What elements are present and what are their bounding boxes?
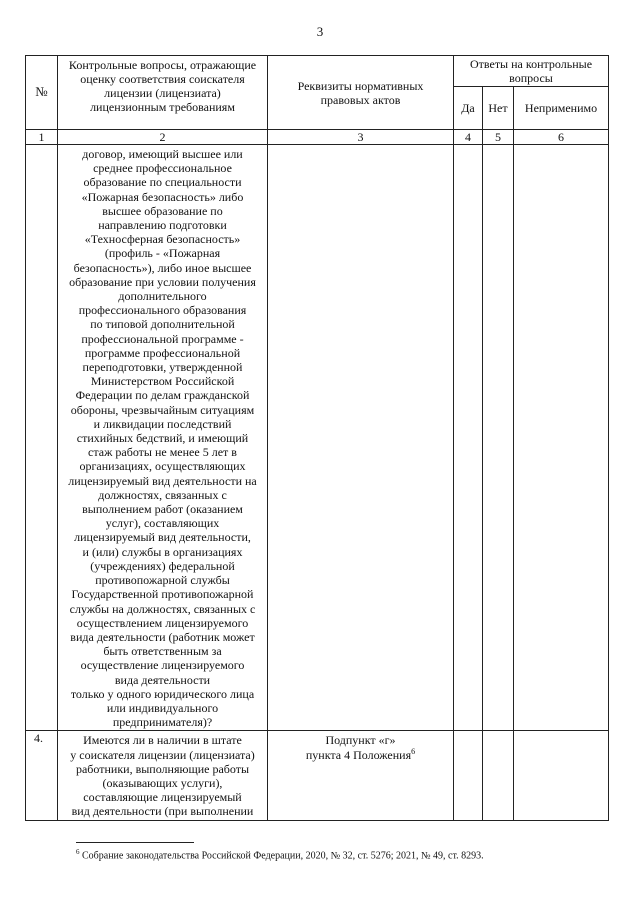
question-line: направлению подготовки [98, 218, 227, 233]
checklist-table [25, 55, 609, 821]
question-line: осуществление лицензируемого [80, 658, 245, 673]
question-line: должностях, связанных с [98, 487, 227, 502]
requisites-line-with-ref [271, 748, 450, 762]
question-line: программе профессиональной [84, 345, 241, 360]
question-line: среднее профессиональное [93, 161, 232, 176]
question-line: образование по специальности [83, 175, 242, 190]
row-number [26, 145, 58, 731]
question-line: дополнительного [118, 289, 207, 304]
question-line: профессионального образования [78, 303, 247, 318]
question-line: быть ответственным за [103, 644, 222, 659]
question-line: лицензируемый вид деятельности на [68, 473, 257, 488]
question-line: Имеются ли в наличии в штате [83, 733, 242, 748]
question-line: (учреждениях) федеральной [90, 558, 235, 573]
header-question-line: оценку соответствия соискателя [80, 72, 245, 86]
answer-na-cell [514, 731, 609, 820]
question-line: предпринимателя)? [112, 715, 213, 730]
question-line: и (или) службы в организациях [82, 544, 243, 559]
question-line: осуществлением лицензируемого [76, 615, 249, 630]
question-line: Государственной противопожарной [71, 587, 254, 602]
question-line: профессиональной программе - [81, 331, 244, 346]
header-requisites [268, 56, 454, 130]
question-line: вид деятельности (при выполнении [71, 804, 254, 819]
question-line: вида деятельности (работник может [70, 629, 255, 644]
question-line: вида деятельности [114, 672, 211, 687]
question-line: работники, выполняющие работы [75, 761, 250, 776]
footnote-marker: 6 [76, 848, 80, 856]
question-line: «Пожарная безопасность» либо [81, 189, 244, 204]
question-text [58, 145, 268, 731]
page-number: 3 [316, 24, 324, 39]
column-number: 2 [58, 130, 268, 145]
footnote-reference: 6 [411, 746, 416, 756]
requisites-line: пункта 4 Положения [305, 747, 412, 762]
header-answers-line: Ответы на контрольные [469, 57, 593, 71]
question-line: обороны, чрезвычайным ситуациям [70, 402, 255, 417]
question-line: стихийных бедствий, и имеющий [76, 431, 249, 446]
header-requisites-line: правовых актов [320, 92, 401, 107]
header-question-line: лицензионным требованиям [90, 100, 235, 114]
question-line: только у одного юридического лица [70, 686, 255, 701]
question-line: противопожарной службы [95, 573, 230, 588]
question-line: высшее образование по [102, 203, 223, 218]
header-number: № [26, 56, 58, 130]
header-question-line: Контрольные вопросы, отражающие [68, 58, 257, 72]
header-answers-line: вопросы [509, 71, 553, 85]
question-line: выполнением работ (оказанием [82, 502, 243, 517]
question-line: безопасность»), либо иное высшее [73, 260, 252, 275]
question-line: службы на должностях, связанных с [69, 601, 256, 616]
question-line: договор, имеющий высшее или [82, 147, 243, 161]
footnote-text: Собрание законодательства Российской Федерации, 2020, № 32, ст. 5276; 2021, № 49, ст. 8293. [82, 850, 484, 862]
answer-yes-cell [454, 731, 483, 820]
answer-no-cell [483, 145, 514, 731]
question-line: «Техносферная безопасность» [84, 232, 241, 247]
table-row-continued [26, 145, 609, 731]
question-line: лицензируемый вид деятельности, [74, 530, 251, 545]
question-line: по типовой дополнительной [90, 317, 235, 332]
row-number: 4. [26, 731, 58, 820]
question-line: стаж работы не менее 5 лет в [88, 445, 237, 460]
footnote-divider [76, 842, 194, 843]
header-question-line: лицензии (лицензиата) [104, 86, 221, 100]
header-yes: Да [454, 87, 483, 130]
question-line: Федерации по делам гражданской [75, 388, 250, 403]
question-line: образование при условии получения [69, 274, 256, 289]
header-requisites-line: Реквизиты нормативных [297, 78, 424, 93]
column-number: 5 [483, 130, 514, 145]
header-no-answer: Нет [483, 87, 514, 130]
question-line: переподготовки, утвержденной [82, 360, 243, 375]
question-line: (профиль - «Пожарная [104, 246, 221, 261]
column-number: 3 [268, 130, 454, 145]
answer-yes-cell [454, 145, 483, 731]
header-row [26, 56, 609, 87]
header-question [58, 56, 268, 130]
column-number: 4 [454, 130, 483, 145]
question-line: у соискателя лицензии (лицензиата) [70, 747, 255, 762]
question-line: составляющие лицензируемый [83, 790, 242, 805]
requisites-line: Подпункт «г» [325, 733, 396, 748]
question-line: услуг), составляющих [105, 516, 220, 531]
column-number: 1 [26, 130, 58, 145]
column-numbers-row [26, 130, 609, 145]
question-line: и ликвидации последствий [93, 416, 232, 431]
question-line: Министерством Российской [90, 374, 235, 389]
column-number: 6 [514, 130, 609, 145]
question-text [58, 731, 268, 820]
header-answers [454, 56, 609, 87]
footnote [76, 848, 484, 861]
question-line: или индивидуального [106, 700, 219, 715]
requisites-cell [268, 731, 454, 820]
table-row-4 [26, 731, 609, 820]
answer-na-cell [514, 145, 609, 731]
question-line: организациях, осуществляющих [79, 459, 246, 474]
requisites-cell [268, 145, 454, 731]
question-line: (оказывающих услуги), [102, 775, 223, 790]
answer-no-cell [483, 731, 514, 820]
header-not-applicable: Неприменимо [514, 87, 609, 130]
